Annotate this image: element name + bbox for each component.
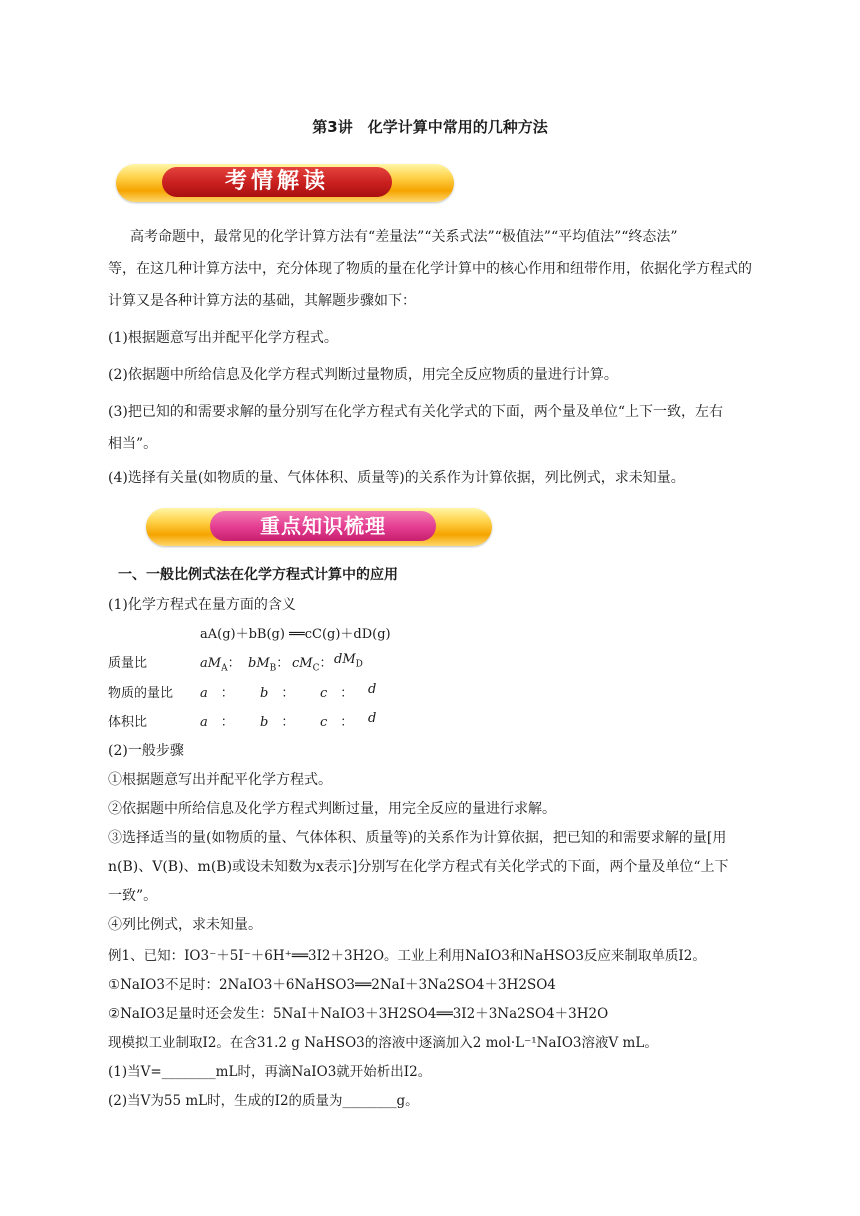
general-step-3-line-3: 一致”。	[108, 888, 158, 904]
intro-step-4: (4)选择有关量(如物质的量、气体体积、质量等)的关系作为计算依据，列比例式，求未知量。	[108, 470, 685, 486]
ratio-value: $bM_B$：	[248, 656, 290, 674]
general-step-4: ④列比例式，求未知量。	[108, 917, 262, 933]
general-step-3-line-1: ③选择适当的量(如物质的量、气体体积、质量等)的关系作为计算依据，把已知的和需要求解的量[用	[108, 830, 727, 846]
ratio-value: $aM_A$：	[200, 656, 241, 674]
ratio-value: b ：	[260, 686, 295, 701]
intro-paragraph-line-1: 高考命题中，最常见的化学计算方法有“差量法”“关系式法”“极值法”“平均值法”“终态法”	[130, 229, 678, 245]
subsection-2-title: (2)一般步骤	[108, 743, 184, 759]
ratio-value: b ：	[260, 715, 295, 730]
general-step-3-line-2: n(B)、V(B)、m(B)或设未知数为x表示]分别写在化学方程式有关化学式的下面，两个量及单位“上下	[108, 859, 729, 875]
ratio-row-label: 物质的量比	[108, 686, 174, 701]
banner-key-knowledge-label: 重点知识梳理	[210, 511, 436, 541]
banner-key-knowledge	[146, 508, 492, 546]
ratio-value: d	[368, 682, 377, 697]
intro-paragraph-line-2: 等，在这几种计算方法中，充分体现了物质的量在化学计算中的核心作用和纽带作用，依据化学方程式的	[108, 261, 752, 277]
section-heading: 一、一般比例式法在化学方程式计算中的应用	[118, 567, 398, 583]
example-1-question-2: (2)当V为55 mL时，生成的I2的质量为________g。	[108, 1093, 419, 1109]
general-equation: aA(g)＋bB(g) ══cC(g)＋dD(g)	[200, 627, 391, 642]
intro-step-1: (1)根据题意写出并配平化学方程式。	[108, 330, 338, 346]
ratio-value: c ：	[320, 715, 354, 730]
ratio-value: $dM_D$	[334, 652, 363, 670]
general-step-1: ①根据题意写出并配平化学方程式。	[108, 772, 332, 788]
ratio-value: c ：	[320, 686, 354, 701]
ratio-value: $cM_C$：	[292, 656, 333, 674]
intro-step-3-line-1: (3)把已知的和需要求解的量分别写在化学方程式有关化学式的下面，两个量及单位“上下一致，左右	[108, 404, 723, 420]
example-1-reaction-1: ①NaIO3不足时：2NaIO3＋6NaHSO3══2NaI＋3Na2SO4＋3H2SO4	[108, 977, 556, 993]
ratio-value: d	[368, 711, 377, 726]
banner-exam-analysis	[116, 164, 454, 202]
intro-step-2: (2)依据题中所给信息及化学方程式判断过量物质，用完全反应物质的量进行计算。	[108, 367, 618, 383]
intro-step-3-line-2: 相当”。	[108, 436, 158, 452]
example-1-question-1: (1)当V=________mL时，再滴NaIO3就开始析出I2。	[108, 1064, 432, 1080]
page-title: 第3讲 化学计算中常用的几种方法	[312, 118, 548, 136]
ratio-row-label: 质量比	[108, 656, 148, 671]
intro-paragraph-line-3: 计算又是各种计算方法的基础，其解题步骤如下：	[108, 293, 416, 309]
example-1-reaction-2: ②NaIO3足量时还会发生：5NaI＋NaIO3＋3H2SO4══3I2＋3Na2SO4＋3H2O	[108, 1006, 609, 1022]
example-1-line-1: 例1、已知：IO3⁻＋5I⁻＋6H⁺══3I2＋3H2O。工业上利用NaIO3和NaHSO3反应来制取单质I2。	[108, 948, 706, 964]
general-step-2: ②依据题中所给信息及化学方程式判断过量，用完全反应的量进行求解。	[108, 801, 556, 817]
ratio-value: a ：	[200, 686, 234, 701]
subsection-1-title: (1)化学方程式在量方面的含义	[108, 597, 296, 613]
ratio-value: a ：	[200, 715, 234, 730]
banner-exam-analysis-label: 考情解读	[162, 167, 392, 197]
ratio-row-label: 体积比	[108, 715, 148, 730]
example-1-setup: 现模拟工业制取I2。在含31.2 g NaHSO3的溶液中逐滴加入2 mol·L⁻¹NaIO3溶液V mL。	[108, 1035, 658, 1051]
